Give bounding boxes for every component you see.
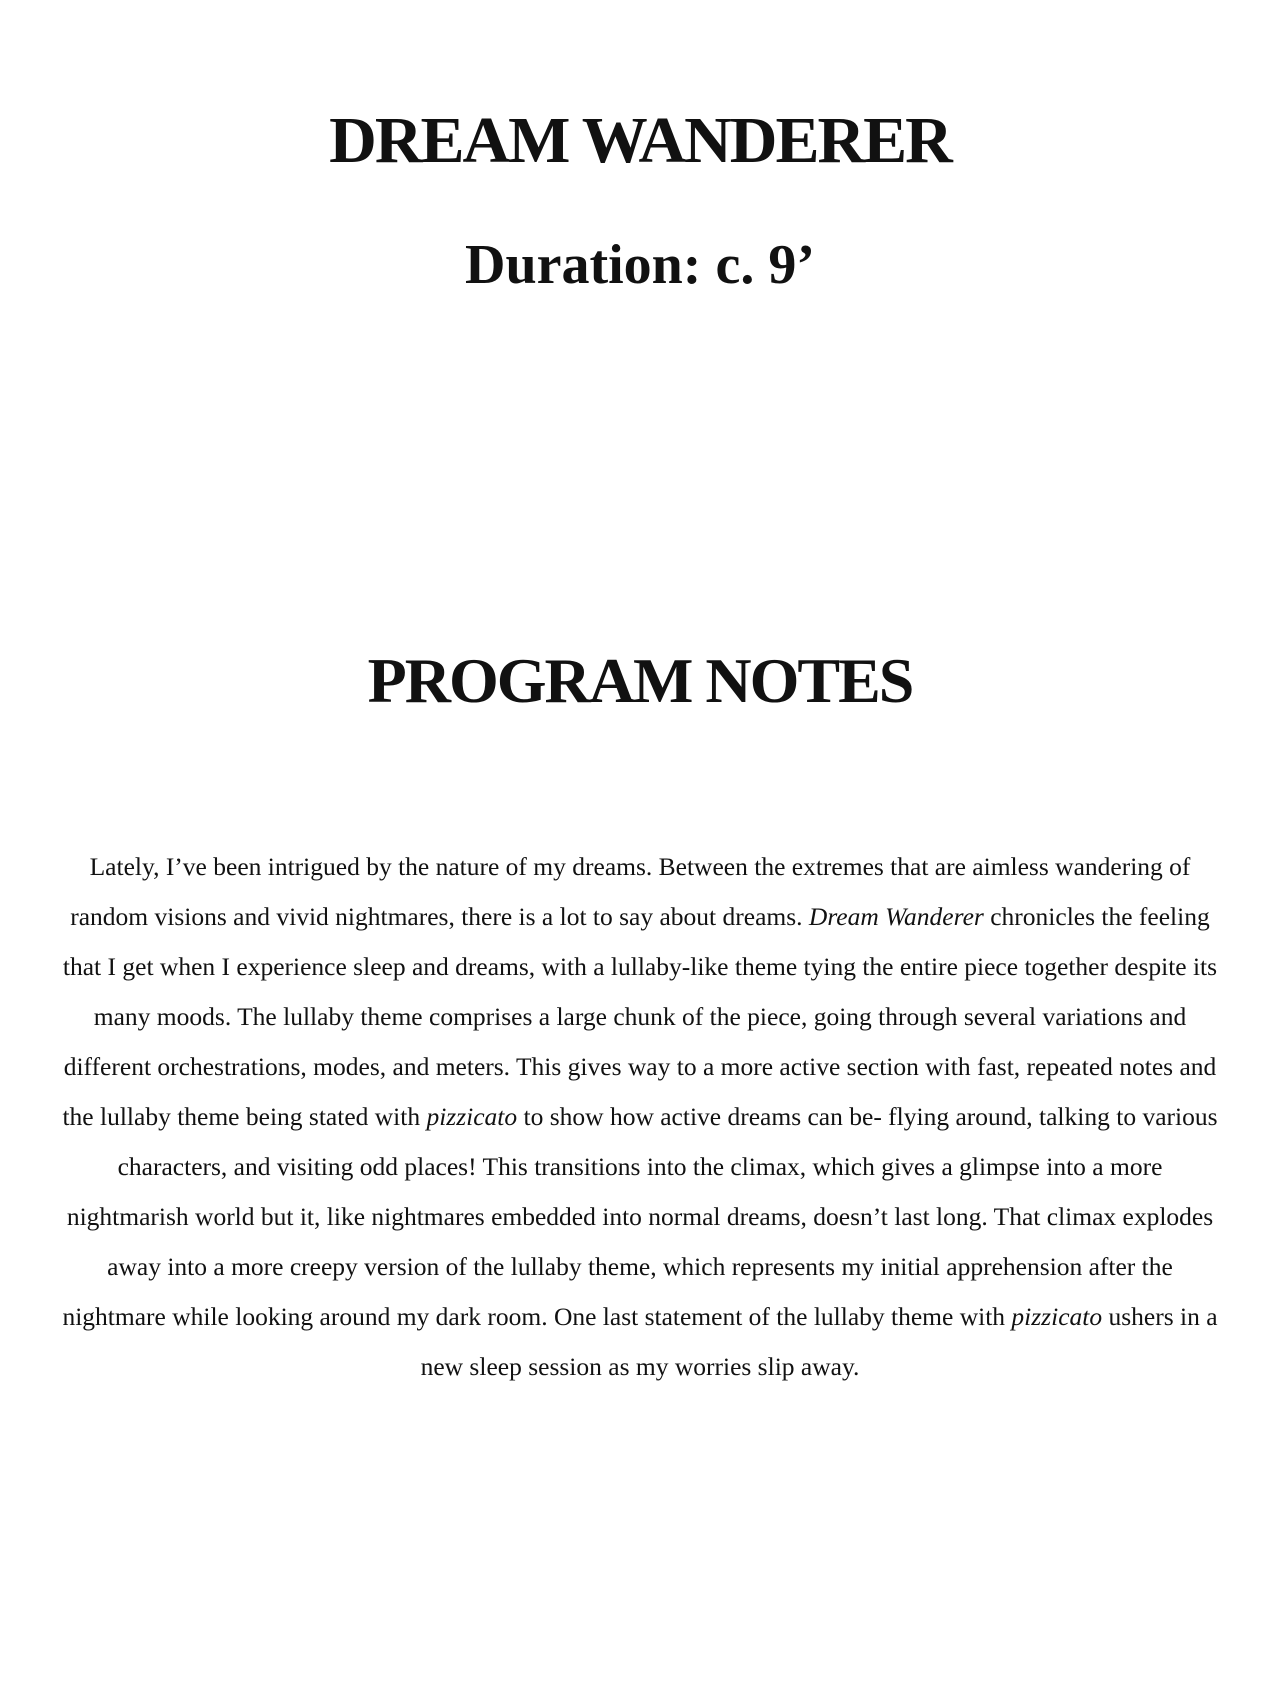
program-notes-heading: PROGRAM NOTES (367, 645, 913, 716)
pizzicato-term-1: pizzicato (426, 1102, 518, 1131)
program-notes-paragraph (58, 842, 1222, 1392)
pizzicato-term-2: pizzicato (1011, 1302, 1103, 1331)
notes-text-2: chronicles the feeling that I get when I experience sleep and dreams, with a lullaby-like theme tying the entire piece together despite its many moods. The lullaby theme comprises a large chunk of the piece, going through several variations and different orchestrations, modes, and meters. This gives way to a more active section with fast, repeated notes and the lullaby theme being stated with (62, 902, 1218, 1131)
duration-label: Duration: c. 9’ (465, 234, 815, 296)
notes-text-4: ushers in a new sleep session as my worries slip away. (420, 1302, 1218, 1381)
work-title-italic: Dream Wanderer (808, 902, 984, 931)
notes-text-3: to show how active dreams can be- flying around, talking to various characters, and visiting odd places! This transitions into the climax, which gives a glimpse into a more nightmarish world but it, like nightmares embedded into normal dreams, doesn’t last long. That climax explodes away into a more creepy version of the lullaby theme, which represents my initial apprehension after the nightmare while looking around my dark room. One last statement of the lullaby theme with (62, 1102, 1218, 1331)
piece-title: DREAM WANDERER (329, 104, 951, 177)
notes-text-1: Lately, I’ve been intrigued by the nature of my dreams. Between the extremes that are aimless wandering of random visions and vivid nightmares, there is a lot to say about dreams. (70, 852, 1191, 931)
